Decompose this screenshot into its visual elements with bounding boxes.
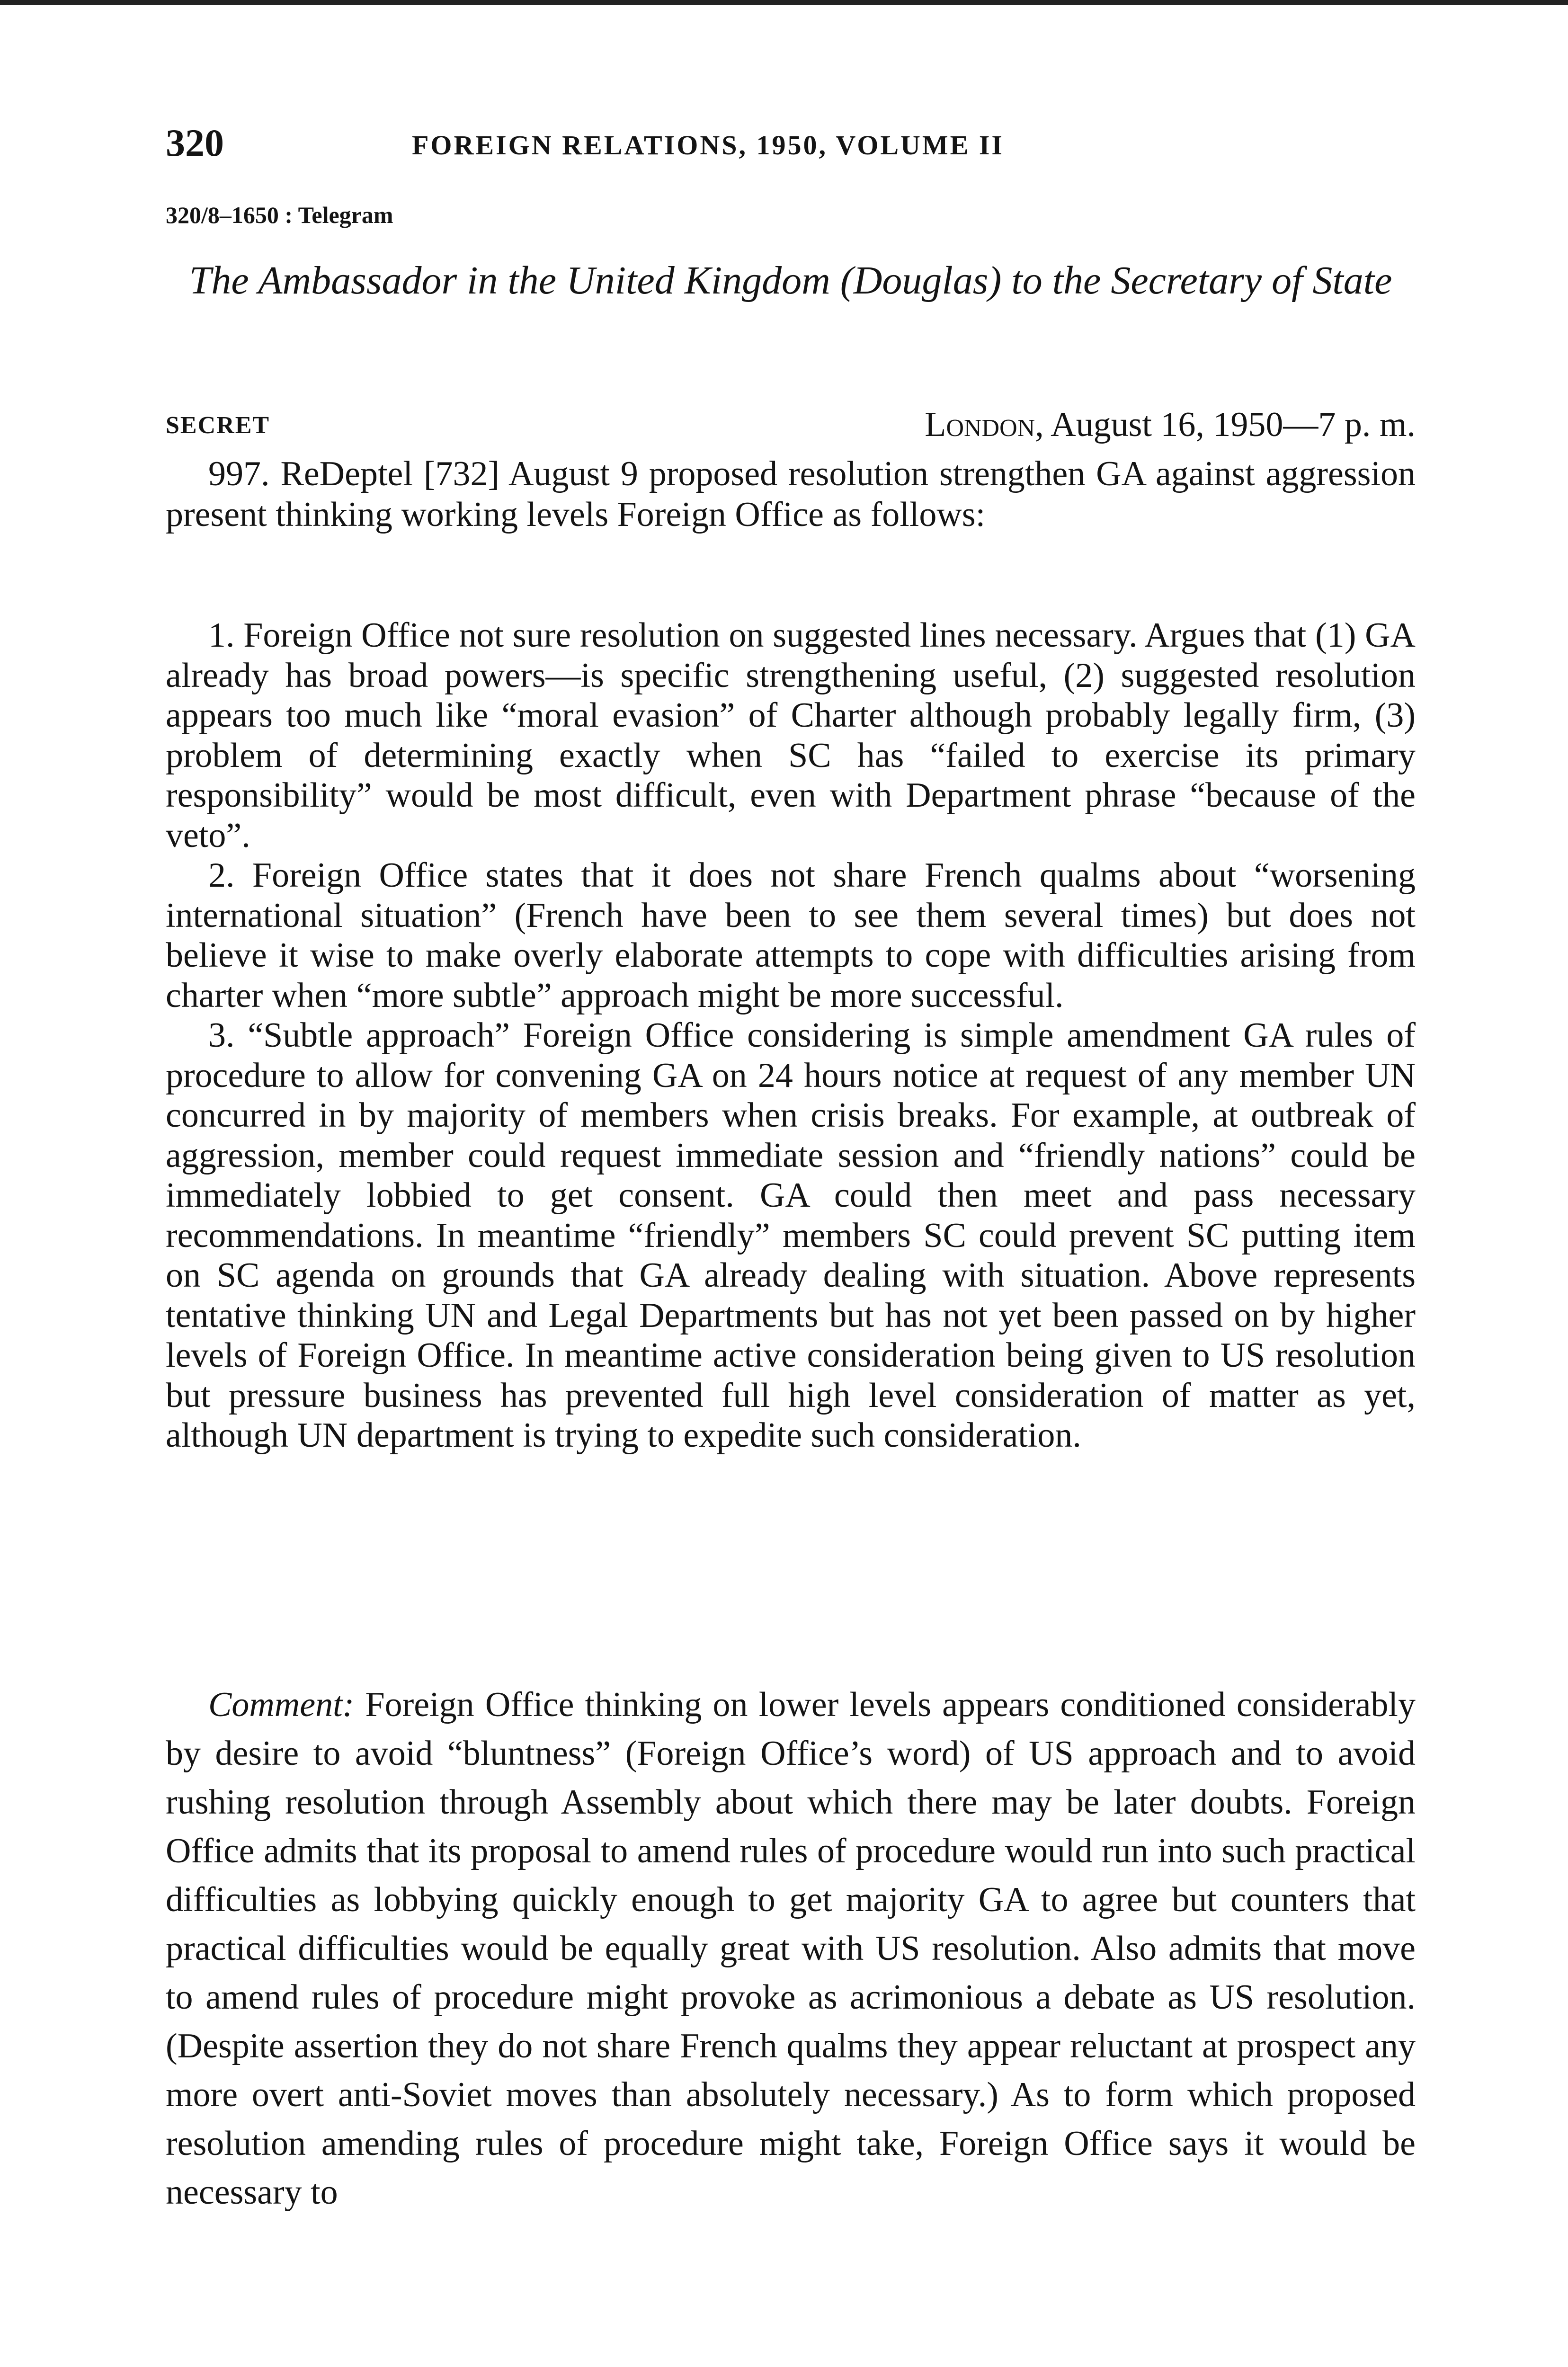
intro-paragraph (166, 454, 1416, 535)
point-3: 3. “Subtle approach” Foreign Office considering is simple amendment GA rules of procedure to allow for convening GA on 24 hours notice at request of any member UN concurred in by majority of members when crisis breaks. For example, at outbreak of aggression, member could request immediate session and “friendly nations” could be immediately lobbied to get consent. GA could then meet and pass necessary recommendations. In meantime “friendly” members SC could prevent SC putting item on SC agenda on grounds that GA already dealing with situation. Above represents tentative thinking UN and Legal Departments but has not yet been passed on by higher levels of Foreign Office. In meantime active consideration being given to US resolution but pressure business has prevented full high level consideration of matter as yet, although UN department is trying to expedite such consideration. (166, 1016, 1416, 1455)
comment-body (166, 1681, 1416, 2217)
top-border-rule (0, 0, 1568, 5)
point-1: 1. Foreign Office not sure resolution on suggested lines necessary. Argues that (1) GA already has broad powers—is specific strengthening useful, (2) suggested resolution appears too much like “moral evasion” of Charter although probably legally firm, (3) problem of determining exactly when SC has “failed to exercise its primary responsibility” would be most difficult, even with Department phrase “because of the veto”. (166, 616, 1416, 855)
dateline-city: London (925, 405, 1035, 444)
comment-paragraph (166, 1681, 1416, 2217)
dateline (925, 405, 1416, 445)
comment-label: Comment: (208, 1685, 355, 1724)
document-title: The Ambassador in the United Kingdom (Douglas) to the Secretary of State (189, 258, 1392, 303)
document-file-id: 320/8–1650 : Telegram (166, 202, 393, 228)
comment-text: Foreign Office thinking on lower levels appears conditioned considerably by desire to avoid “bluntness” (Foreign Office’s word) of US approach and to avoid rushing resolution through Assembly about which there may be later doubts. Foreign Office admits that its proposal to amend rules of procedure would run into such practical difficulties as lobbying quickly enough to get majority GA to agree but counters that practical difficulties would be equally great with US resolution. Also admits that move to amend rules of procedure might provoke as acrimonious a debate as US resolution. (Despite assertion they do not share French qualms they appear reluctant at prospect any more overt anti-Soviet moves than absolutely necessary.) As to form which proposed resolution amending rules of procedure might take, Foreign Office says it would be necessary to (166, 1685, 1416, 2212)
numbered-points (166, 615, 1416, 1456)
page-number: 320 (166, 121, 224, 164)
point-2: 2. Foreign Office states that it does not share French qualms about “worsening international situation” (French have been to see them several times) but does not believe it wise to make overly elaborate attempts to cope with difficulties arising from charter when “more subtle” approach might be more successful. (166, 856, 1416, 1015)
document-meta-line (166, 405, 1416, 447)
page-header (166, 121, 1425, 182)
intro-text: 997. ReDeptel [732] August 9 proposed resolution strengthen GA against aggression present thinking working levels Foreign Office as follows: (166, 454, 1416, 534)
dateline-date: , August 16, 1950—7 p. m. (1035, 405, 1416, 444)
classification-label: SECRET (166, 412, 270, 439)
running-head: FOREIGN RELATIONS, 1950, VOLUME II (412, 130, 1004, 160)
